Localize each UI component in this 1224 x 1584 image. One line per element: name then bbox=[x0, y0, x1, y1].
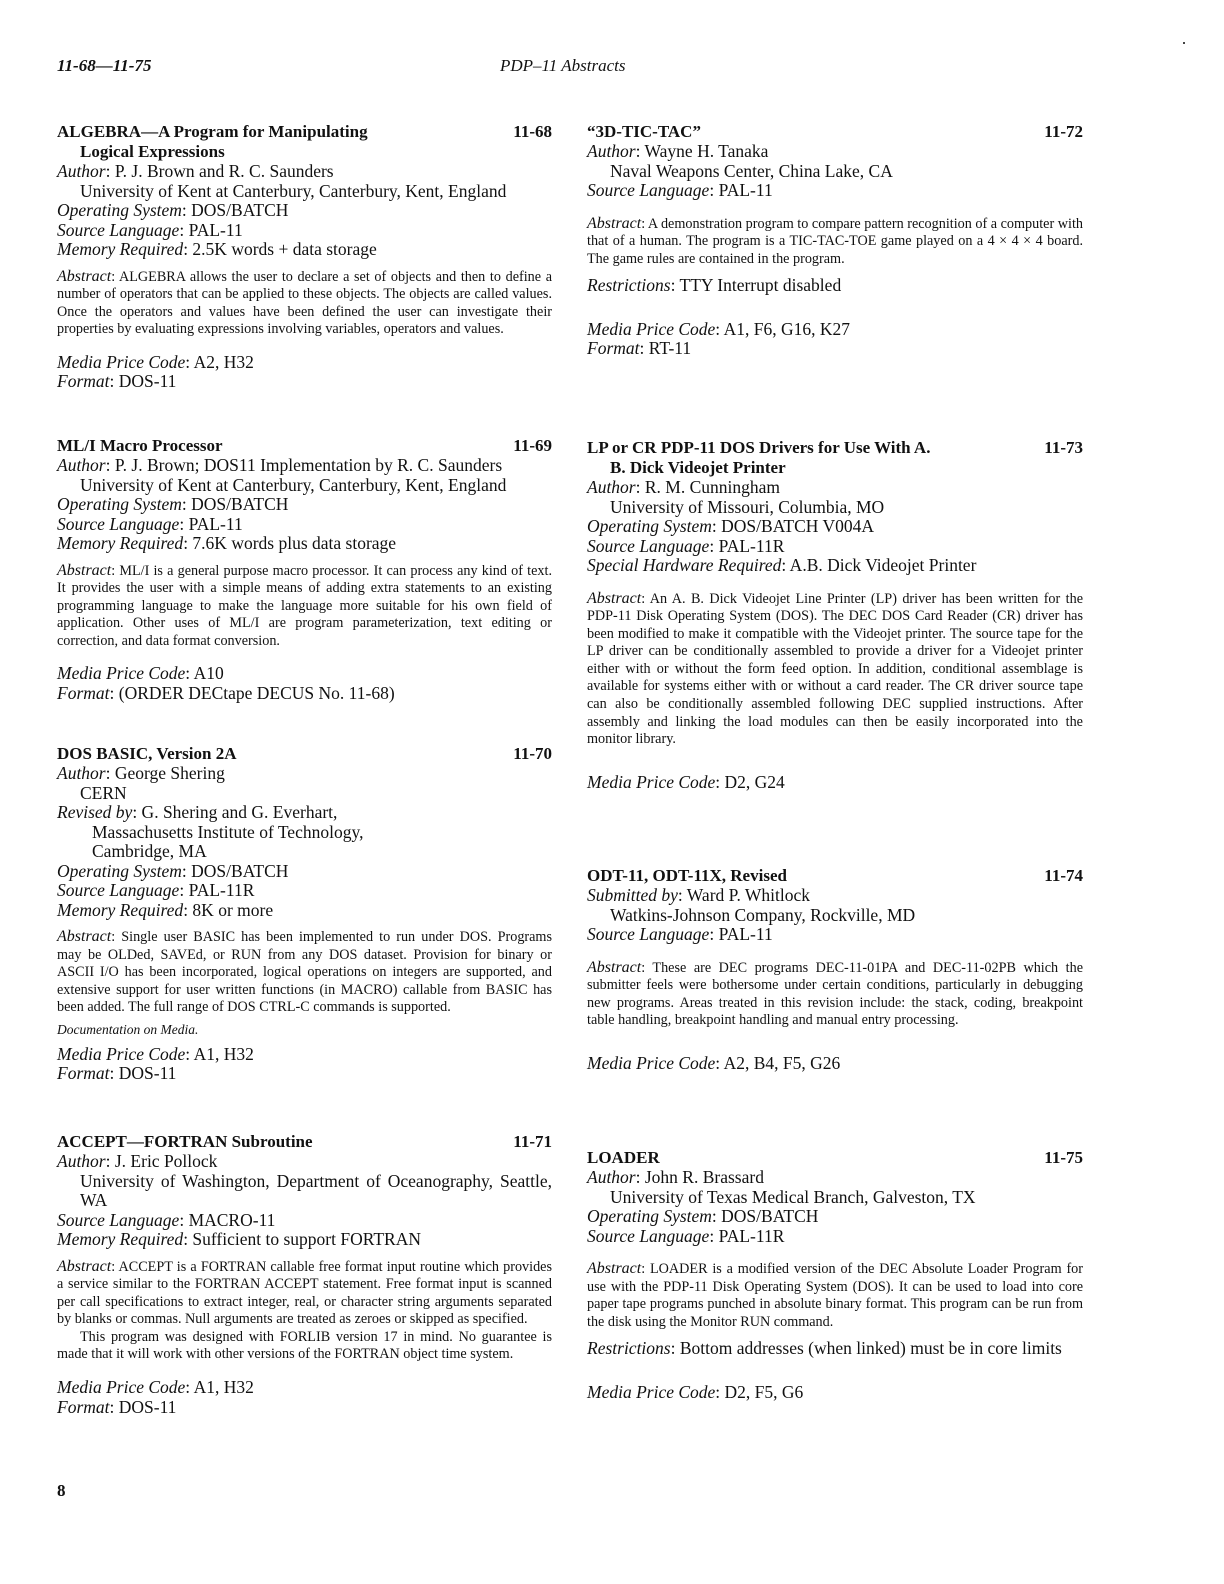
author-line: Author: P. J. Brown; DOS11 Implementation by R. C. Saunders bbox=[57, 455, 503, 475]
entry-11-68 bbox=[57, 122, 552, 392]
language-line: Source Language: PAL-11 bbox=[587, 180, 773, 200]
format-line: Format: DOS-11 bbox=[57, 1396, 177, 1417]
restrictions-line: Restrictions: Bottom addresses (when linked) must be in core limits bbox=[587, 1338, 1062, 1359]
os-line: Operating System: DOS/BATCH bbox=[57, 200, 289, 220]
entry-11-75 bbox=[587, 1148, 1083, 1402]
language-line: Source Language: PAL-11R bbox=[587, 1225, 785, 1246]
entry-number: 11-75 bbox=[1044, 1148, 1083, 1167]
language-line: Source Language: PAL-11R bbox=[57, 880, 255, 900]
abstract: Abstract: These are DEC programs DEC-11-01PA and DEC-11-02PB which the submitter feels were bothersome under certain conditions, particularly in debugging new programs. Areas treated in this revision include: the stack, coding, breakpoint table handling, breakpoint handling and manual entry processing. bbox=[587, 958, 1083, 1029]
affiliation: University of Washington, Department of Oceanography, Seattle, WA bbox=[80, 1170, 552, 1210]
abstract: Abstract: A demonstration program to compare pattern recognition of a computer with that of a human. The program is a TIC-TAC-TOE game played on a 4 × 4 × 4 board. The game rules are contained in the program. bbox=[587, 214, 1083, 267]
price-line: Media Price Code: A1, F6, G16, K27 bbox=[587, 318, 850, 339]
abstract: Abstract: ML/I is a general purpose macro processor. It can process any kind of text. It provides the user with a simple means of adding extra statements to an existing programming language to make the language more suitable for his own field of application. Other uses of ML/I are program parameterization, text editing or correction, and data format conversion. bbox=[57, 561, 552, 649]
entry-11-72 bbox=[587, 122, 1083, 359]
affiliation: CERN bbox=[80, 782, 127, 803]
price-line: Media Price Code: A2, H32 bbox=[57, 351, 254, 372]
language-line: Source Language: PAL-11 bbox=[57, 219, 243, 240]
author-line: Author: R. M. Cunningham bbox=[587, 477, 781, 497]
price-line: Media Price Code: D2, F5, G6 bbox=[587, 1381, 804, 1402]
language-line: Source Language: MACRO-11 bbox=[57, 1209, 276, 1230]
entry-11-74 bbox=[587, 866, 1083, 1073]
running-header-range: 11-68—11-75 bbox=[57, 56, 152, 75]
entry-11-70 bbox=[57, 744, 552, 1084]
affiliation: University of Kent at Canterbury, Canterbury, Kent, England bbox=[80, 474, 507, 495]
abstract: Abstract: ACCEPT is a FORTRAN callable free format input routine which provides a service similar to the FORTRAN ACCEPT statement. Free format input is scanned per call specifications to extract integer, real, or character string arguments separated by blanks or commas. Null arguments are treated as zeroes or skipped as specified. bbox=[57, 1257, 552, 1328]
entry-number: 11-69 bbox=[513, 436, 552, 455]
abstract: Abstract: Single user BASIC has been implemented to run under DOS. Programs may be OLDed, SAVEd, or RUN from any DOS dataset. Provision for binary or ASCII I/O has been incorporated, logical operations on integers are supported, and extensive support for user written functions (in MACRO) callable from BASIC has been added. The full range of DOS CTRL-C commands is supported. bbox=[57, 928, 552, 1016]
affiliation: University of Kent at Canterbury, Canterbury, Kent, England bbox=[80, 180, 507, 201]
entry-title: ALGEBRA—A Program for Manipulating Logical Expressions 11-68 bbox=[57, 122, 552, 161]
language-line: Source Language: PAL-11 bbox=[587, 924, 773, 944]
submitted-line: Submitted by: Ward P. Whitlock bbox=[587, 885, 810, 905]
format-line: Format: DOS-11 bbox=[57, 1063, 177, 1084]
entry-title: DOS BASIC, Version 2A 11-70 bbox=[57, 744, 552, 763]
running-header-title: PDP–11 Abstracts bbox=[500, 56, 626, 75]
entry-title: ODT-11, ODT-11X, Revised 11-74 bbox=[587, 866, 1083, 885]
abstract: Abstract: LOADER is a modified version of the DEC Absolute Loader Program for use with the PDP-11 Disk Operating System (DOS). It can be used to load into core paper tape programs punched in absolute binary format. This program can be run from the disk using the Monitor RUN command. bbox=[587, 1260, 1083, 1330]
entry-number: 11-72 bbox=[1044, 122, 1083, 141]
memory-line: Memory Required: Sufficient to support FORTRAN bbox=[57, 1229, 421, 1249]
stray-mark bbox=[1183, 42, 1185, 44]
author-line: Author: John R. Brassard bbox=[587, 1167, 764, 1187]
os-line: Operating System: DOS/BATCH bbox=[587, 1206, 819, 1226]
abstract: Abstract: ALGEBRA allows the user to declare a set of objects and then to define a number of operators that can be applied to these objects. The objects are called values. Once the operators and values have been defined the user can investigate their properties by evaluating expressions involving variables, operators and values. bbox=[57, 267, 552, 338]
memory-line: Memory Required: 8K or more bbox=[57, 899, 274, 920]
affiliation: Watkins-Johnson Company, Rockville, MD bbox=[610, 904, 916, 925]
memory-line: Memory Required: 7.6K words plus data storage bbox=[57, 533, 397, 553]
format-line: Format: (ORDER DECtape DECUS No. 11-68) bbox=[57, 682, 395, 703]
restrictions-line: Restrictions: TTY Interrupt disabled bbox=[587, 275, 842, 296]
entry-number: 11-73 bbox=[1044, 438, 1083, 457]
entry-11-69 bbox=[57, 436, 552, 703]
price-line: Media Price Code: A1, H32 bbox=[57, 1377, 254, 1398]
affiliation: Naval Weapons Center, China Lake, CA bbox=[610, 160, 893, 181]
revised-line: Revised by: G. Shering and G. Everhart, bbox=[57, 802, 338, 822]
abstract: Abstract: An A. B. Dick Videojet Line Printer (LP) driver has been written for the PDP-11 Disk Operating System (DOS). The DEC DOS Card Reader (CR) driver has been modified to make it compatible with the Videojet printer. The source tape for the LP driver can be conditionally assembled to provide a driver for a Videojet printer either with or without the form feed option. In addition, conditional assemblage is available for systems either with or without a card reader. The CR driver source tape can also be conditionally assembled following DEC supplied instructions. After assembly and linking the load modules can then be easily incorporated into the monitor library. bbox=[587, 589, 1083, 748]
revised-affiliation: Massachusetts Institute of Technology, bbox=[92, 821, 364, 842]
price-line: Media Price Code: D2, G24 bbox=[587, 771, 785, 792]
entry-title: LP or CR PDP-11 DOS Drivers for Use With A. B. Dick Videojet Printer 11-73 bbox=[587, 438, 1083, 477]
author-line: Author: J. Eric Pollock bbox=[57, 1151, 218, 1171]
affiliation: University of Texas Medical Branch, Galveston, TX bbox=[610, 1186, 976, 1207]
author-line: Author: Wayne H. Tanaka bbox=[587, 141, 769, 161]
format-line: Format: RT-11 bbox=[587, 338, 692, 359]
os-line: Operating System: DOS/BATCH V004A bbox=[587, 516, 874, 536]
abstract-continued: This program was designed with FORLIB version 17 in mind. No guarantee is made that it will work with other versions of the FORTRAN object time system. bbox=[57, 1328, 552, 1363]
entry-title: LOADER 11-75 bbox=[587, 1148, 1083, 1167]
author-line: Author: George Shering bbox=[57, 763, 225, 783]
language-line: Source Language: PAL-11 bbox=[57, 513, 243, 534]
hardware-line: Special Hardware Required: A.B. Dick Videojet Printer bbox=[587, 555, 977, 575]
entry-number: 11-68 bbox=[513, 122, 552, 141]
entry-title: ML/I Macro Processor 11-69 bbox=[57, 436, 552, 455]
language-line: Source Language: PAL-11R bbox=[587, 535, 785, 556]
entry-number: 11-70 bbox=[513, 744, 552, 763]
entry-number: 11-71 bbox=[513, 1132, 552, 1151]
entry-11-71 bbox=[57, 1132, 552, 1417]
entry-number: 11-74 bbox=[1044, 866, 1083, 885]
price-line: Media Price Code: A10 bbox=[57, 663, 224, 684]
price-line: Media Price Code: A2, B4, F5, G26 bbox=[587, 1052, 841, 1073]
page-number: 8 bbox=[57, 1481, 66, 1500]
documentation-note: Documentation on Media. bbox=[57, 1021, 199, 1037]
price-line: Media Price Code: A1, H32 bbox=[57, 1043, 254, 1064]
format-line: Format: DOS-11 bbox=[57, 371, 177, 392]
memory-line: Memory Required: 2.5K words + data storage bbox=[57, 239, 377, 259]
entry-11-73 bbox=[587, 438, 1083, 792]
revised-location: Cambridge, MA bbox=[92, 841, 207, 861]
author-line: Author: P. J. Brown and R. C. Saunders bbox=[57, 161, 334, 181]
entry-title: “3D-TIC-TAC” 11-72 bbox=[587, 122, 1083, 141]
affiliation: University of Missouri, Columbia, MO bbox=[610, 496, 885, 517]
os-line: Operating System: DOS/BATCH bbox=[57, 860, 289, 881]
entry-title: ACCEPT—FORTRAN Subroutine 11-71 bbox=[57, 1132, 552, 1151]
os-line: Operating System: DOS/BATCH bbox=[57, 494, 289, 514]
